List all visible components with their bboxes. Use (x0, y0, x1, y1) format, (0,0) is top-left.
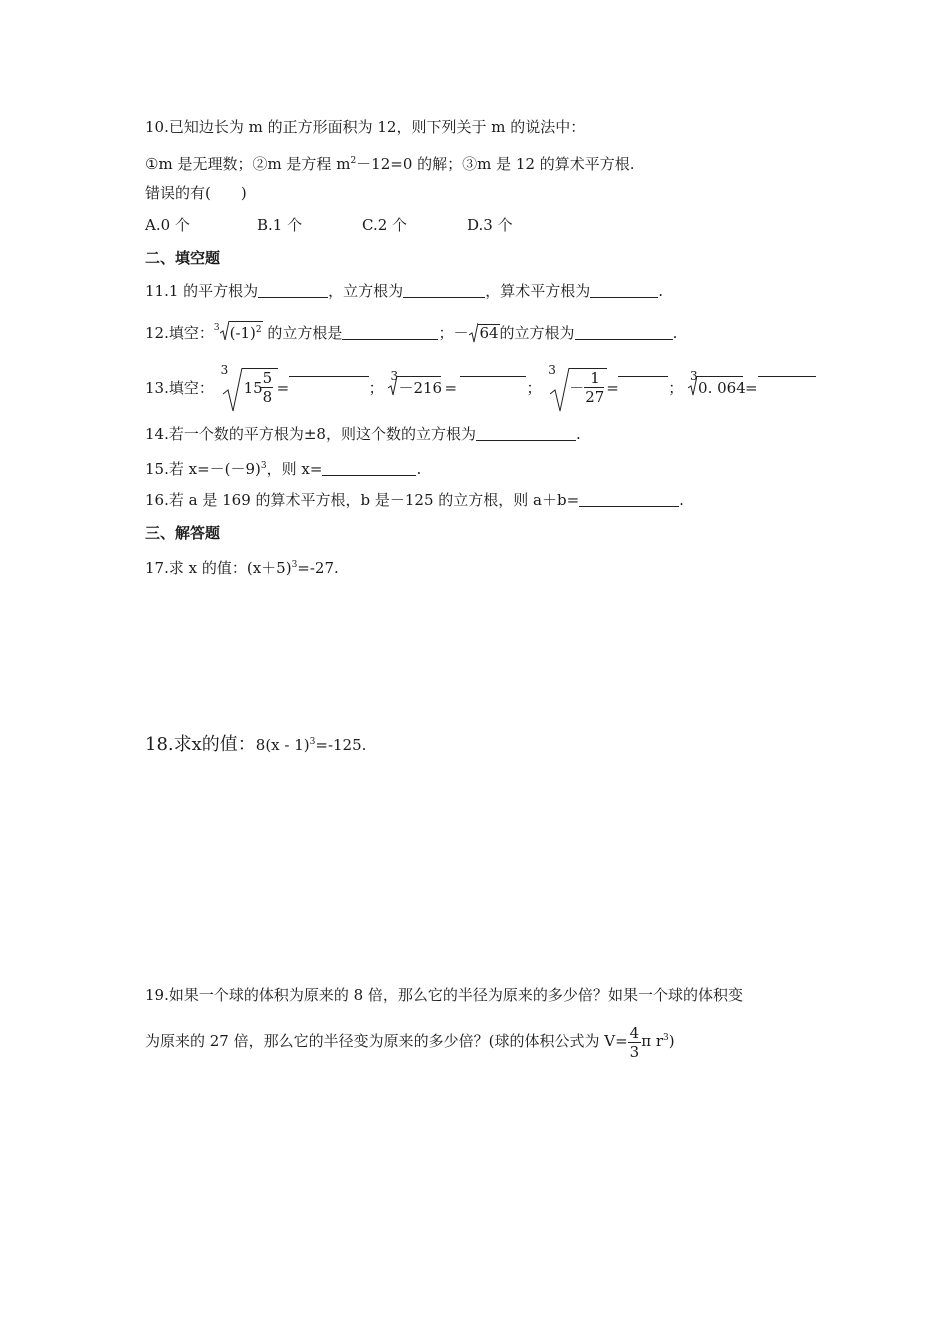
answer-blank[interactable] (590, 282, 658, 298)
radical-hook-icon (388, 376, 397, 396)
equals-sign: = (606, 379, 619, 397)
q12-text-c: ；－ (438, 324, 469, 342)
q12-radicand-2: 64 (479, 324, 499, 342)
radical-hook-icon (688, 376, 697, 396)
q15-text-a: 15.若 x=－(－9) (145, 460, 261, 478)
q11-end: . (658, 282, 663, 300)
q17-exponent: 3 (291, 560, 298, 570)
q18-text-c: =-125. (315, 736, 367, 754)
fraction-denominator: 27 (585, 388, 605, 406)
equals-sign: = (745, 379, 758, 397)
radical-fraction-3 (546, 360, 618, 416)
separator: ； (368, 379, 384, 397)
radical-hook-icon (550, 366, 570, 412)
question-16 (145, 490, 684, 510)
q18-text-b: 8(x - 1) (255, 736, 310, 754)
radical-sign (469, 323, 499, 343)
cube-root-index: 3 (220, 363, 229, 377)
question-19-line-1: 19.如果一个球的体积为原来的 8 倍，那么它的半径为原来的多少倍？如果一个球的体积变 (145, 986, 743, 1004)
fraction-numerator: 5 (262, 369, 273, 387)
q12-radicand: (-1) (229, 324, 256, 342)
fraction-numerator: 1 (590, 369, 600, 387)
q10-exponent: 2 (350, 156, 357, 166)
fraction-numerator: 4 (629, 1023, 640, 1042)
answer-blank[interactable] (403, 282, 485, 298)
question-14 (145, 424, 581, 444)
question-12 (145, 318, 677, 343)
q19-text-c: ) (668, 1032, 675, 1050)
answer-blank[interactable] (618, 361, 668, 377)
equals-sign: = (444, 379, 458, 397)
answer-blank[interactable] (758, 361, 816, 377)
question-19-line-2 (145, 1018, 675, 1062)
radical-hook-icon (469, 323, 478, 343)
fraction-denominator: 3 (629, 1042, 640, 1061)
question-11 (145, 281, 663, 301)
q11-text-b: ，立方根为 (328, 282, 404, 300)
q18-text-a: 18.求x的值： (145, 734, 256, 755)
negative-sign: － (569, 379, 585, 397)
cube-root-index: 3 (390, 369, 399, 383)
cube-root-index: 3 (548, 363, 556, 377)
radical-hook-icon (223, 366, 243, 412)
q13-text-a: 13.填空： (145, 379, 214, 397)
q12-text-d: 的立方根为 (499, 324, 575, 342)
q19-exponent: 3 (663, 1033, 669, 1043)
q16-text: 16.若 a 是 169 的算术平方根，b 是－125 的立方根，则 a＋b= (145, 491, 580, 509)
q15-text-b: ，则 x= (266, 460, 323, 478)
mixed-number-whole: 15 (243, 379, 263, 397)
q14-text: 14.若一个数的平方根为±8，则这个数的立方根为 (145, 425, 476, 443)
question-13 (145, 360, 816, 416)
question-10-options (145, 215, 513, 235)
q15-end: . (416, 460, 422, 478)
q11-text-c: ，算术平方根为 (485, 282, 591, 300)
question-17 (145, 555, 339, 578)
radical-hook-icon (220, 321, 229, 341)
q18-exponent: 3 (309, 737, 316, 747)
question-18 (145, 730, 366, 757)
separator: ； (526, 379, 542, 397)
question-15 (145, 456, 421, 479)
fraction-denominator: 8 (262, 388, 273, 406)
answer-blank[interactable] (460, 361, 526, 377)
radicand: －216 (398, 379, 443, 397)
radical-sign (220, 321, 263, 343)
answer-blank[interactable] (342, 324, 438, 340)
q12-end: . (672, 324, 678, 342)
question-10-prompt: 错误的有( ) (145, 184, 247, 202)
q17-text-a: 17.求 x 的值：(x＋5) (145, 559, 292, 577)
q14-end: . (575, 425, 581, 443)
cube-root-index: 3 (690, 369, 698, 383)
answer-blank[interactable] (289, 361, 369, 377)
q19-text-b: π r (641, 1032, 663, 1050)
q19-text-a: 为原来的 27 倍，那么它的半径变为原来的多少倍？(球的体积公式为 V= (145, 1032, 628, 1050)
answer-blank[interactable] (258, 282, 328, 298)
cube-root-index: 3 (213, 323, 220, 333)
question-10-stem: 10.已知边长为 m 的正方形面积为 12，则下列关于 m 的说法中： (145, 118, 586, 136)
q12-text-b: 的立方根是 (262, 324, 343, 342)
option-a: A.0 个 (145, 216, 190, 234)
volume-fraction (628, 1024, 642, 1061)
radical-2 (388, 360, 460, 416)
option-b: B.1 个 (257, 216, 303, 234)
option-d: D.3 个 (467, 216, 513, 234)
radical-fraction-1 (219, 360, 289, 416)
separator: ； (668, 379, 684, 397)
answer-blank[interactable] (476, 425, 576, 441)
q15-exponent: 3 (260, 461, 267, 471)
q16-end: . (679, 491, 684, 509)
answer-blank[interactable] (579, 491, 679, 507)
option-c: C.2 个 (362, 216, 408, 234)
equals-sign: = (276, 379, 290, 397)
radicand: 0. 064 (698, 379, 746, 397)
q10-statements-text-1: ①m 是无理数；②m 是方程 m (145, 155, 351, 173)
q12-radicand-exponent: 2 (255, 325, 262, 335)
q11-text-a: 11.1 的平方根为 (145, 282, 259, 300)
answer-blank[interactable] (575, 324, 673, 340)
question-10-statements (145, 151, 635, 174)
q12-text-a: 12.填空： (145, 324, 214, 342)
answer-blank[interactable] (322, 460, 416, 476)
section-heading-fill-in: 二、填空题 (145, 249, 221, 267)
q10-statements-text-2: －12=0 的解；③m 是 12 的算术平方根. (356, 155, 635, 173)
q17-text-b: =-27. (297, 559, 339, 577)
section-heading-answers: 三、解答题 (145, 524, 221, 542)
radical-4 (688, 360, 758, 416)
